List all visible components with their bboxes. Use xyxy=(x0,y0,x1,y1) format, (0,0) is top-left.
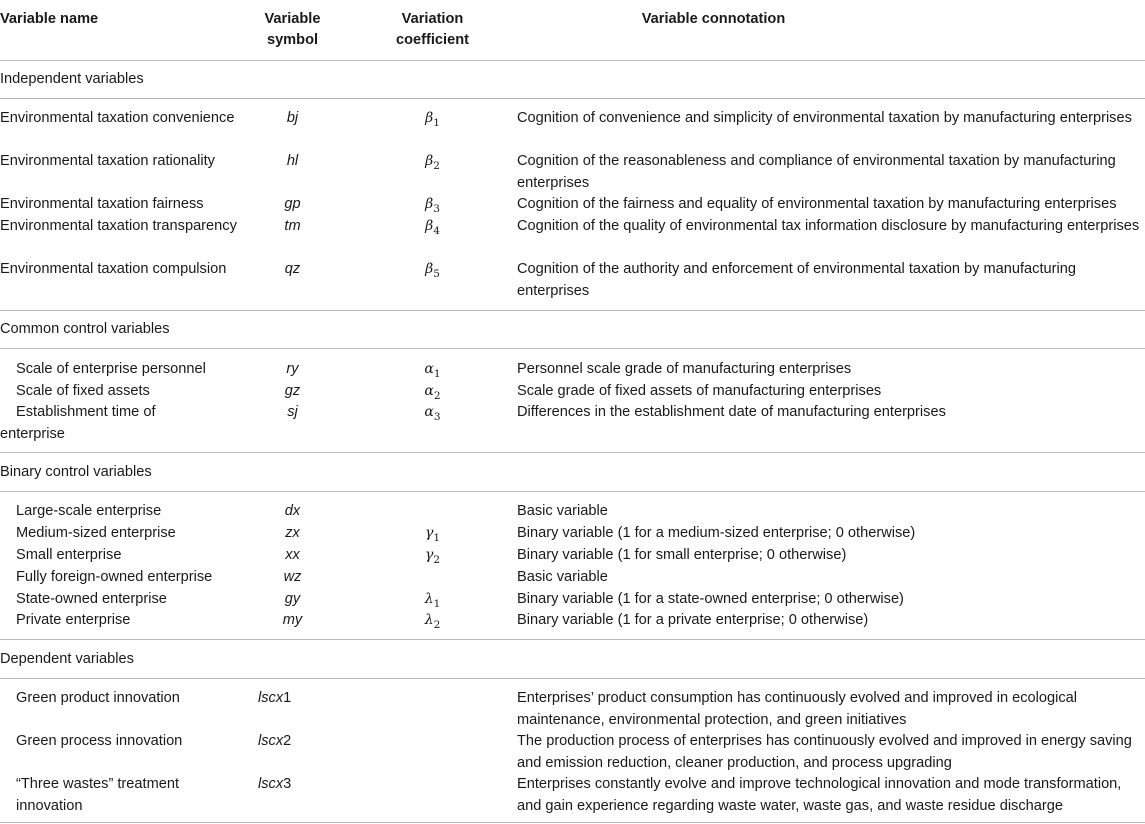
variable-symbol: tm xyxy=(284,218,301,234)
variable-symbol: gy xyxy=(284,591,301,607)
variable-connotation: Basic variable xyxy=(517,569,608,585)
variable-symbol: lscx3 xyxy=(258,776,292,792)
variation-coefficient: $\beta_1$ xyxy=(425,110,440,129)
rule-section-1 xyxy=(0,98,1145,99)
variation-coefficient: $\alpha_3$ xyxy=(424,404,441,423)
rule-section-7 xyxy=(0,678,1145,679)
variable-name: Green product innovation xyxy=(16,690,180,706)
variation-coefficient: $\lambda_1$ xyxy=(424,591,441,610)
variable-connotation: Personnel scale grade of manufacturing enterprises xyxy=(517,361,852,377)
variable-connotation: Binary variable (1 for a state-owned enterprise; 0 otherwise) xyxy=(517,591,904,607)
header-variable-connotation: Variable connotation xyxy=(641,11,786,27)
rule-section-5 xyxy=(0,491,1145,492)
variable-symbol: hl xyxy=(286,153,299,169)
variable-symbol: my xyxy=(282,612,303,628)
variable-name: Medium-sized enterprise xyxy=(16,525,176,541)
variation-coefficient: $\gamma_1$ xyxy=(424,525,441,544)
variable-name: Private enterprise xyxy=(16,612,131,628)
variation-coefficient: $\alpha_1$ xyxy=(424,361,441,380)
header-variable-name: Variable name xyxy=(0,11,99,27)
rule-section-6 xyxy=(0,639,1145,640)
header-variable-symbol: Variable symbol xyxy=(264,11,321,48)
table-header xyxy=(0,0,1145,60)
variable-name: “Three wastes” treatment innovation xyxy=(16,776,180,814)
variable-connotation: Cognition of convenience and simplicity of environmental taxation by manufacturing enterprises xyxy=(517,110,1132,126)
header-variation-coefficient: Variation coefficient xyxy=(396,11,469,48)
variable-connotation: Cognition of the quality of environmental tax information disclosure by manufacturing enterprises xyxy=(517,218,1140,234)
variable-name: State-owned enterprise xyxy=(16,591,167,607)
variable-connotation: Scale grade of fixed assets of manufacturing enterprises xyxy=(517,383,882,399)
variable-symbol: dx xyxy=(284,503,301,519)
variable-name: Small enterprise xyxy=(16,547,122,563)
variation-coefficient: $\beta_4$ xyxy=(425,218,440,237)
variable-symbol: sj xyxy=(287,404,298,420)
variable-connotation: Cognition of the authority and enforcement of environmental taxation by manufacturing enterprises xyxy=(517,261,1076,299)
variable-symbol: gp xyxy=(284,196,301,212)
variable-symbol: zx xyxy=(285,525,300,541)
variation-coefficient: $\gamma_2$ xyxy=(424,547,441,566)
variable-connotation: Binary variable (1 for small enterprise; 0 otherwise) xyxy=(517,547,847,563)
rule-bottom xyxy=(0,822,1145,823)
section-title-common-control: Common control variables xyxy=(0,321,170,337)
variation-coefficient: $\alpha_2$ xyxy=(424,383,441,402)
variable-symbol: ry xyxy=(286,361,299,377)
variable-name: Establishment time of enterprise xyxy=(0,404,156,442)
variable-name: Green process innovation xyxy=(16,733,183,749)
variable-name: Environmental taxation fairness xyxy=(0,196,204,212)
variation-coefficient: $\beta_2$ xyxy=(425,153,440,172)
variable-symbol: wz xyxy=(283,569,302,585)
variable-name: Environmental taxation transparency xyxy=(0,218,237,234)
variable-name: Scale of enterprise personnel xyxy=(16,361,206,377)
section-title-dependent: Dependent variables xyxy=(0,651,134,667)
variable-connotation: Enterprises constantly evolve and improve technological innovation and mode transformation, and gain experience regarding waste water, waste gas, and waste residue discharge xyxy=(517,776,1122,814)
variable-name: Scale of fixed assets xyxy=(16,383,150,399)
rule-section-2 xyxy=(0,310,1145,311)
variable-name: Large-scale enterprise xyxy=(16,503,162,519)
variable-connotation: Differences in the establishment date of manufacturing enterprises xyxy=(517,404,946,420)
variable-symbol: lscx2 xyxy=(258,733,292,749)
section-title-binary-control: Binary control variables xyxy=(0,464,152,480)
rule-section-4 xyxy=(0,452,1145,453)
variable-connotation: Cognition of the fairness and equality of environmental taxation by manufacturing enterprises xyxy=(517,196,1117,212)
variable-symbol: bj xyxy=(286,110,299,126)
variation-coefficient: $\beta_3$ xyxy=(425,196,440,215)
variable-symbol: gz xyxy=(284,383,301,399)
variable-symbol: qz xyxy=(284,261,301,277)
variation-coefficient: $\beta_5$ xyxy=(425,261,440,280)
rule-header xyxy=(0,60,1145,61)
variable-name: Environmental taxation convenience xyxy=(0,110,235,126)
variation-coefficient: $\lambda_2$ xyxy=(424,612,441,631)
variable-connotation: Binary variable (1 for a medium-sized enterprise; 0 otherwise) xyxy=(517,525,916,541)
variable-name: Fully foreign-owned enterprise xyxy=(16,569,213,585)
variable-connotation: Cognition of the reasonableness and compliance of environmental taxation by manufacturing enterprises xyxy=(517,153,1116,191)
variable-connotation: Binary variable (1 for a private enterprise; 0 otherwise) xyxy=(517,612,869,628)
variable-connotation: Enterprises’ product consumption has continuously evolved and improved in ecological maintenance, environmental protection, and green initiatives xyxy=(517,690,1078,728)
variable-connotation: The production process of enterprises has continuously evolved and improved in energy saving and emission reduction, cleaner production, and process upgrading xyxy=(517,733,1132,771)
variable-symbol: lscx1 xyxy=(258,690,292,706)
variable-name: Environmental taxation compulsion xyxy=(0,261,227,277)
variable-symbol: xx xyxy=(285,547,300,563)
rule-section-3 xyxy=(0,348,1145,349)
variable-connotation: Basic variable xyxy=(517,503,608,519)
variable-name: Environmental taxation rationality xyxy=(0,153,215,169)
section-title-independent: Independent variables xyxy=(0,71,144,87)
